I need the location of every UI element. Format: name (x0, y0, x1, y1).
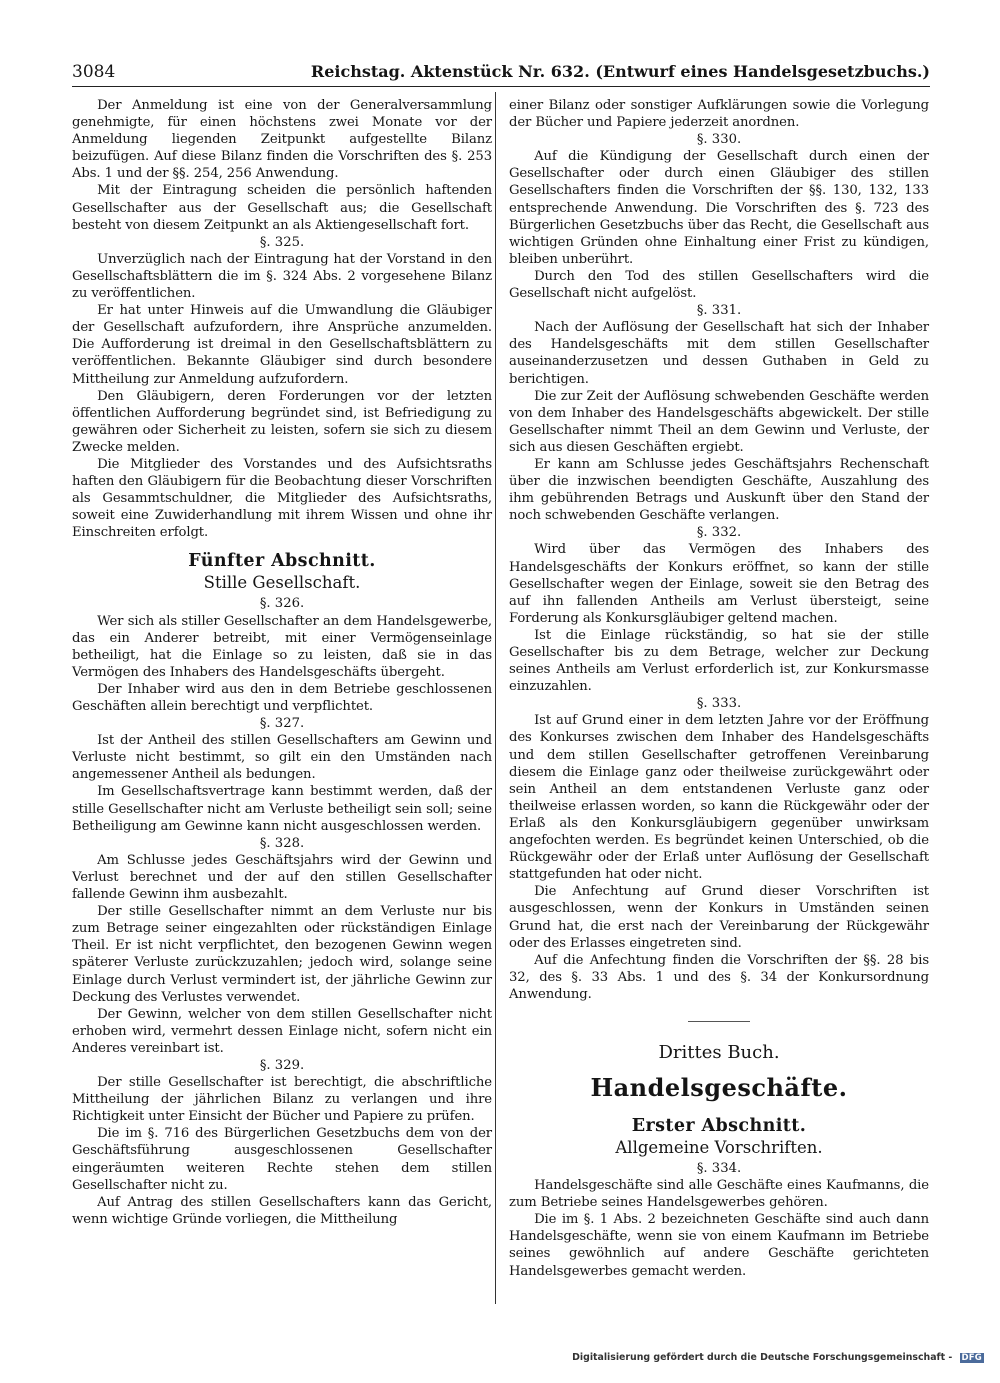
paragraph: Er hat unter Hinweis auf die Umwandlung die Gläubiger der Gesellschaft aufzufordern, ihre Ansprüche anzumelden. Die Aufforderung ist dreimal in den Gesellschaftsblättern zu veröffentlichen. Bekannte Gläubiger sind durch besondere Mittheilung zur Anmeldung aufzufordern. (72, 303, 492, 387)
paragraph: Wer sich als stiller Gesellschafter an dem Handelsgewerbe, das ein Anderer betreibt, mit einer Vermögenseinlage betheiligt, hat die Einlage so zu leisten, daß sie in das Vermögen des Inhabers des Handelsgeschäfts übergeht. (72, 613, 492, 680)
paragraph: Der Inhaber wird aus den in dem Betriebe geschlossenen Geschäften allein berechtigt und verpflichtet. (72, 681, 492, 714)
running-title: Reichstag. Aktenstück Nr. 632. (Entwurf eines Handelsgesetzbuchs.) (310, 62, 930, 81)
book-heading: Drittes Buch. (658, 1041, 780, 1063)
paragraph: Der stille Gesellschafter ist berechtigt, die abschriftliche Mittheilung der jährlichen Bilanz zu verlangen und ihre Richtigkeit unter Einsicht der Bücher und Papiere zu prüfen. (72, 1075, 492, 1125)
section-number: §. 332. (696, 525, 742, 541)
paragraph: Die im §. 1 Abs. 2 bezeichneten Geschäfte sind auch dann Handelsgeschäfte, wenn sie von einem Kaufmann im Betriebe seines gewöhnlich auf andere Geschäfte gerichteten Handelsgewerbes gemacht werden. (509, 1212, 929, 1279)
left-column (72, 97, 492, 1228)
paragraph: Auf Antrag des stillen Gesellschafters kann das Gericht, wenn wichtige Gründe vorliegen, die Mittheilung (72, 1194, 492, 1227)
paragraph: Den Gläubigern, deren Forderungen vor der letzten öffentlichen Aufforderung begründet sind, ist Befriedigung zu gewähren oder Sicherheit zu leisten, sofern sie sich zu diesem Zwecke melden. (72, 388, 492, 455)
paragraph: Ist der Antheil des stillen Gesellschafters am Gewinn und Verluste nicht bestimmt, so gilt ein den Umständen nach angemessener Antheil als bedungen. (72, 733, 492, 783)
section-subheading: Stille Gesellschaft. (203, 573, 361, 593)
section-number: §. 329. (259, 1057, 305, 1073)
paragraph: Ist die Einlage rückständig, so hat sie der stille Gesellschafter bis zu dem Betrage, welcher zur Deckung seines Antheils am Verlust erforderlich ist, zur Konkursmasse einzuzahlen. (509, 627, 929, 695)
header-rule (72, 86, 930, 87)
paragraph: Unverzüglich nach der Eintragung hat der Vorstand in den Gesellschaftsblättern die im §. 324 Abs. 2 vorgesehene Bilanz zu veröffentlichen. (72, 251, 492, 302)
paragraph: Die Anfechtung auf Grund dieser Vorschriften ist ausgeschlossen, wenn der Konkurs in Umständen seinen Grund hat, die erst nach der Vereinbarung der Rückgewähr oder des Erlasses eingetreten sind. (509, 884, 929, 951)
paragraph: Die zur Zeit der Auflösung schwebenden Geschäfte werden von dem Inhaber des Handelsgeschäfts abgewickelt. Der stille Gesellschafter nimmt Theil an dem Gewinn und Verluste, der sich aus diesen Geschäften ergiebt. (509, 388, 929, 455)
paragraph: Ist auf Grund einer in dem letzten Jahre vor der Eröffnung des Konkurses zwischen dem Inhaber des Handelsgeschäfts und dem stillen Gesellschafter getroffenen Vereinbarung diesem die Einlage ganz oder theilweise zurückgewährt oder sein Antheil an dem entstandenen Verluste ganz oder theilweise erlassen worden, so kann die Rückgewähr oder der Erlaß als den Konkursgläubigern gegenüber unwirksam angefochten werden. Es begründet keinen Unterschied, ob die Rückgewähr oder der Erlaß unter Auflösung der Gesellschaft stattgefunden hat oder nicht. (509, 713, 929, 883)
column-divider (495, 92, 496, 1304)
credit-text: Digitalisierung gefördert durch die Deutsche Forschungsgemeinschaft - (572, 1352, 953, 1363)
section-number: §. 328. (259, 835, 305, 851)
paragraph: Die Mitglieder des Vorstandes und des Aufsichtsraths haften den Gläubigern für die Beobachtung dieser Vorschriften als Gesammtschuldner, die Mitglieder des Aufsichtsraths, soweit eine Zuwiderhandlung mit ihrem Wissen und ohne ihr Einschreiten erfolgt. (72, 456, 492, 541)
section-heading: Fünfter Abschnitt. (188, 551, 376, 572)
page-header (72, 62, 930, 88)
paragraph: Wird über das Vermögen des Inhabers des Handelsgeschäfts der Konkurs eröffnet, so kann der stille Gesellschafter wegen der Einlage, soweit sie den Betrag des auf ihn fallenden Antheils am Verlust übersteigt, seine Forderung als Konkursgläubiger geltend machen. (509, 542, 929, 626)
section-number: §. 334. (696, 1160, 742, 1176)
paragraph: Mit der Eintragung scheiden die persönlich haftenden Gesellschafter aus der Gesellschaft aus; die Gesellschaft besteht von diesem Zeitpunkt an als Aktiengesellschaft fort. (72, 183, 492, 233)
paragraph: Der Gewinn, welcher von dem stillen Gesellschafter nicht erhoben wird, vermehrt dessen Einlage nicht, sofern nicht ein Anderes vereinbart ist. (72, 1006, 492, 1056)
section-number: §. 333. (696, 696, 742, 712)
paragraph: Im Gesellschaftsvertrage kann bestimmt werden, daß der stille Gesellschafter nicht am Verluste betheiligt sein soll; seine Betheiligung am Gewinne kann nicht ausgeschlossen werden. (72, 784, 492, 834)
section-number: §. 327. (259, 716, 305, 732)
section-number: §. 325. (259, 234, 305, 250)
paragraph: Nach der Auflösung der Gesellschaft hat sich der Inhaber des Handelsgeschäfts mit dem stillen Gesellschafter auseinanderzusetzen und dessen Guthaben in Geld zu berichtigen. (509, 320, 929, 387)
section-number: §. 330. (696, 132, 742, 148)
paragraph: Die im §. 716 des Bürgerlichen Gesetzbuchs dem von der Geschäftsführung ausgeschlossenen Gesellschafter eingeräumten weiteren Rechte stehen dem stillen Gesellschafter nicht zu. (72, 1126, 492, 1193)
book-title: Handelsgeschäfte. (590, 1072, 848, 1102)
page-number: 3084 (72, 62, 116, 82)
separator-rule (688, 1021, 750, 1022)
dfg-logo: DFG (961, 1353, 982, 1363)
paragraph: Auf die Anfechtung finden die Vorschriften der §§. 28 bis 32, des §. 33 Abs. 1 und des §. 34 der Konkursordnung Anwendung. (509, 952, 929, 1002)
paragraph: Der stille Gesellschafter nimmt an dem Verluste nur bis zum Betrage seiner eingezahlten oder rückständigen Einlage Theil. Er ist nicht verpflichtet, den bezogenen Gewinn wegen späterer Verluste zurückzuzahlen; jedoch wird, solange seine Einlage durch Verlust vermindert ist, der jährliche Gewinn zur Deckung des Verlustes verwendet. (72, 904, 492, 1005)
paragraph: Auf die Kündigung der Gesellschaft durch einen der Gesellschafter oder durch einen Gläubiger des stillen Gesellschafters finden die Vorschriften der §§. 130, 132, 133 entsprechende Anwendung. Die Vorschriften des §. 723 des Bürgerlichen Gesetzbuchs über das Recht, die Gesellschaft aus wichtigen Gründen ohne Einhaltung einer Frist zu kündigen, bleiben unberührt. (509, 149, 929, 267)
section-heading: Erster Abschnitt. (631, 1115, 807, 1136)
section-number: §. 331. (696, 303, 742, 319)
paragraph: einer Bilanz oder sonstiger Aufklärungen sowie die Vorlegung der Bücher und Papiere jederzeit anordnen. (509, 98, 929, 131)
right-column (509, 97, 929, 1280)
paragraph: Am Schlusse jedes Geschäftsjahrs wird der Gewinn und Verlust berechnet und der auf den stillen Gesellschafter fallende Gewinn ihm ausbezahlt. (72, 852, 492, 903)
paragraph: Handelsgeschäfte sind alle Geschäfte eines Kaufmanns, die zum Betriebe seines Handelsgewerbes gehören. (509, 1178, 929, 1211)
section-number: §. 326. (259, 596, 305, 612)
section-subheading: Allgemeine Vorschriften. (615, 1137, 823, 1157)
digitization-credit (572, 1352, 984, 1363)
paragraph: Er kann am Schlusse jedes Geschäftsjahrs Rechenschaft über die inzwischen beendigten Geschäfte, Auszahlung des ihm gebührenden Betrags und Auskunft über den Stand der noch schwebenden Geschäfte verlangen. (509, 456, 929, 524)
paragraph: Durch den Tod des stillen Gesellschafters wird die Gesellschaft nicht aufgelöst. (509, 268, 929, 302)
paragraph: Der Anmeldung ist eine von der Generalversammlung genehmigte, für einen höchstens zwei Monate vor der Anmeldung liegenden Zeitpunkt aufgestellte Bilanz beizufügen. Auf diese Bilanz finden die Vorschriften des §. 253 Abs. 1 und der §§. 254, 256 Anwendung. (72, 98, 492, 182)
